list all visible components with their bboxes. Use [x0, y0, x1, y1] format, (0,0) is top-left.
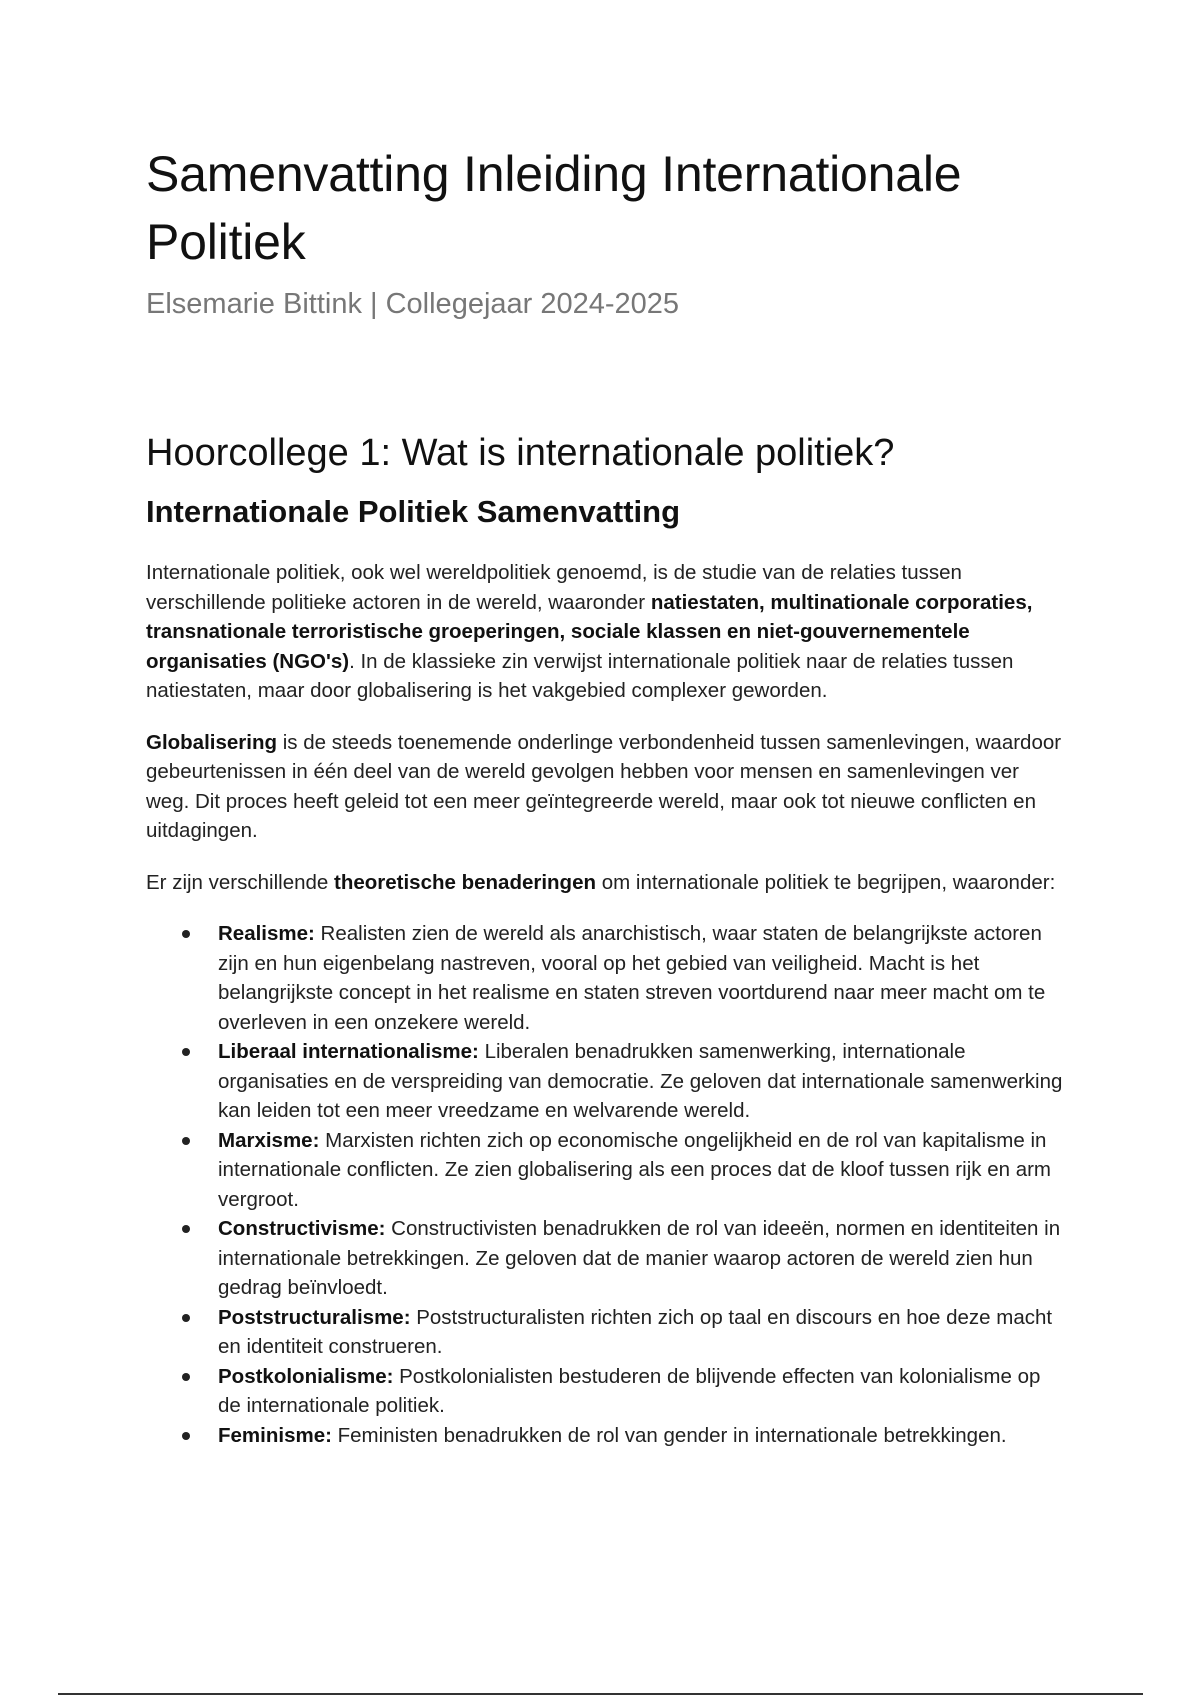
list-item-liberal-internationalism: [146, 1037, 1066, 1126]
paragraph-text: om internationale politiek te begrijpen, waaronder:: [596, 870, 1056, 894]
paragraph-bold-text: Globalisering: [146, 730, 277, 754]
page-divider: [58, 1693, 1143, 1695]
list-item-marxism: [146, 1126, 1066, 1215]
paragraph-text: Er zijn verschillende: [146, 870, 334, 894]
document-title: Samenvatting Inleiding Internationale Politiek: [146, 146, 962, 270]
section-heading: Internationale Politiek Samenvatting: [146, 494, 681, 529]
theory-description: Constructivisten benadrukken de rol van ideeën, normen en identiteiten in internationale betrekkingen. Ze geloven dat de manier waarop actoren de wereld zien hun gedrag beïnvloedt.: [218, 1217, 1061, 1299]
paragraph-theories-intro: [146, 868, 1066, 898]
list-item-poststructuralism: [146, 1303, 1066, 1362]
theory-description: Postkolonialisten bestuderen de blijvende effecten van kolonialisme op de internationale politiek.: [218, 1364, 1041, 1417]
theory-term: Postkolonialisme:: [218, 1364, 394, 1388]
theory-description: Poststructuralisten richten zich op taal en discours en hoe deze macht en identiteit construeren.: [218, 1305, 1053, 1358]
bullet-icon: [182, 1432, 190, 1440]
theory-description: Liberalen benadrukken samenwerking, internationale organisaties en de verspreiding van democratie. Ze geloven dat internationale samenwerking kan leiden tot een meer vreedzame en welvarende wereld.: [218, 1040, 1063, 1122]
theory-term: Constructivisme:: [218, 1217, 386, 1240]
theory-term: Realisme:: [218, 922, 315, 945]
list-item-postcolonialism: [146, 1362, 1066, 1421]
theory-description: Realisten zien de wereld als anarchistisch, waar staten de belangrijkste actoren zijn en hun eigenbelang nastreven, vooral op het gebied van veiligheid. Macht is het belangrijkste concept in het realisme en staten streven voortdurend naar meer macht om te overleven in een onzekere wereld.: [218, 922, 1046, 1034]
list-item-constructivism: [146, 1214, 1066, 1303]
bullet-icon: [182, 1137, 190, 1145]
list-item-realism: [146, 919, 1066, 1037]
theory-term: Feminisme:: [218, 1423, 332, 1447]
bullet-icon: [182, 1225, 190, 1233]
theory-term: Marxisme:: [218, 1128, 320, 1152]
lecture-heading: Hoorcollege 1: Wat is internationale politiek?: [146, 432, 895, 474]
document-page: [146, 140, 1066, 1450]
bullet-icon: [182, 1373, 190, 1381]
bullet-icon: [182, 1314, 190, 1322]
bullet-icon: [182, 1048, 190, 1056]
paragraph-bold-text: theoretische benaderingen: [334, 870, 597, 894]
paragraph-globalisation: [146, 728, 1066, 846]
paragraph-text: Internationale politiek, ook wel wereldpolitiek genoemd, is de studie van de relaties tussen verschillende politieke actoren in de wereld, waaronder: [146, 561, 962, 614]
paragraph-text: is de steeds toenemende onderlinge verbondenheid tussen samenlevingen, waardoor gebeurtenissen in één deel van de wereld gevolgen hebben voor mensen en samenlevingen ver weg. Dit proces heeft geleid tot een meer geïntegreerde wereld, maar ook tot nieuwe conflicten en uitdagingen.: [146, 730, 1062, 842]
paragraph-bold-text: natiestaten, multinationale corporaties, transnationale terroristische groeperingen, sociale klassen en niet-gouvernementele organisaties (NGO's): [146, 590, 1033, 673]
theory-term: Liberaal internationalisme:: [218, 1040, 479, 1063]
theory-description: Marxisten richten zich op economische ongelijkheid en de rol van kapitalisme in internationale conflicten. Ze zien globalisering als een proces dat de kloof tussen rijk en arm vergroot.: [218, 1128, 1051, 1211]
document-subtitle: Elsemarie Bittink | Collegejaar 2024-2025: [146, 288, 680, 320]
theory-term: Poststructuralisme:: [218, 1305, 411, 1329]
paragraph-text: . In de klassieke zin verwijst internationale politiek naar de relaties tussen natiestaten, maar door globalisering is het vakgebied complexer geworden.: [146, 649, 1014, 702]
bullet-icon: [182, 930, 190, 938]
theory-description: Feministen benadrukken de rol van gender in internationale betrekkingen.: [331, 1423, 1007, 1447]
theories-list: [146, 919, 1066, 1450]
paragraph-international-politics: [146, 558, 1066, 706]
list-item-feminism: [146, 1421, 1066, 1451]
